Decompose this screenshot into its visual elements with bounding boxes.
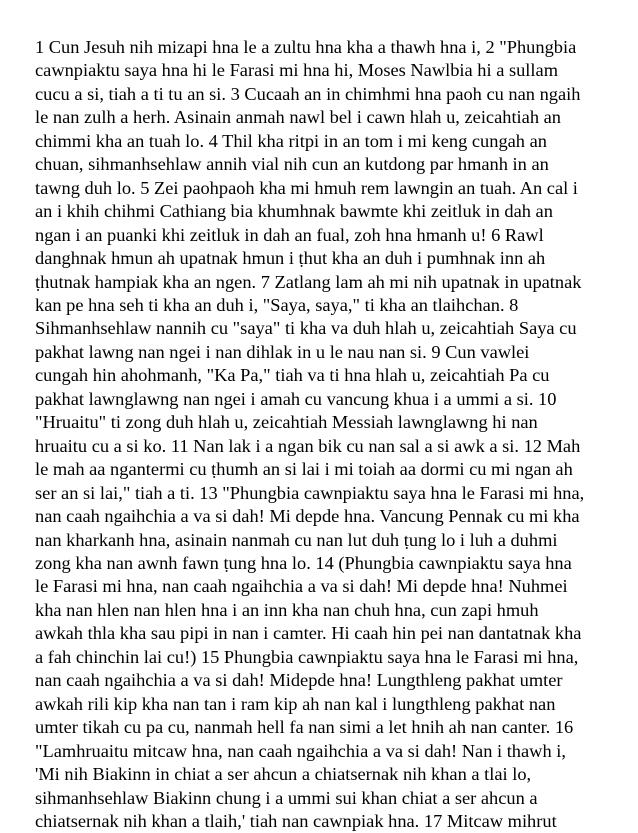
text-line: le nan zulh a herh. Asinain anmah nawl bel i cawn hlah u, zeicahtiah an — [35, 107, 561, 128]
text-line: zong kha nan awnh fawn ṭung hna lo. 14 (Phungbia cawnpiaktu saya hna — [35, 552, 572, 573]
text-line: pakhat lawng nan ngei i nan dihlak in u le nau nan si. 9 Cun vawlei — [35, 341, 530, 362]
text-line: an i khih chihmi Cathiang bia khumhnak bawmte khi zeitluk in dah an — [35, 201, 553, 222]
text-line: umter tikah cu pa cu, nanmah hell fa nan simi a let hnih ah nan canter. 16 — [35, 717, 574, 738]
text-line: awkah rili kip kha nan tan i ram kip ah nan kal i lungthleng pakhat nan — [35, 693, 556, 714]
text-line: chiatsernak nih khan a tlaih,' tiah nan cawnpiak hna. 17 Mitcaw mihrut — [35, 810, 557, 831]
text-line: pakhat lawnglawng nan ngei i amah cu vancung khua i a ummi a si. 10 — [35, 388, 557, 409]
text-line: 'Mi nih Biakinn in chiat a ser ahcun a chiatsernak nih khan a tlai lo, — [35, 764, 532, 785]
text-line: cawnpiaktu saya hna hi le Farasi mi hna hi, Moses Nawlbia hi a sullam — [35, 60, 558, 81]
text-line: nan caah ngaihchia a va si dah! Midepde hna! Lungthleng pakhat umter — [35, 670, 563, 691]
text-line: danghnak hmun ah upatnak hmun i ṭhut kha an duh i pumhnak inn ah — [35, 248, 546, 269]
document-page — [35, 36, 609, 833]
text-line: awkah thla kha sau pipi in nan i camter. Hi caah hin pei nan dantatnak kha — [35, 623, 582, 644]
text-line: le mah aa ngantermi cu ṭhumh an si lai i mi toiah aa dormi cu mi ngan ah — [35, 459, 573, 480]
text-line: chuan, sihmanhsehlaw annih vial nih cun an kutdong par hmanh in an — [35, 154, 549, 175]
text-line: Sihmanhsehlaw nannih cu "saya" ti kha va duh hlah u, zeicahtiah Saya cu — [35, 318, 577, 339]
text-line: kan pe hna seh ti kha an duh i, "Saya, saya," ti kha an tlaihchan. 8 — [35, 294, 519, 315]
text-line: 1 Cun Jesuh nih mizapi hna le a zultu hna kha a thawh hna i, 2 "Phungbia — [35, 37, 577, 57]
text-line: sihmanhsehlaw Biakinn chung i a ummi sui khan chiat a ser ahcun a — [35, 787, 538, 808]
text-line: kha nan hlen nan hlen hna i an inn kha nan chuh hna, cun zapi hmuh — [35, 599, 539, 620]
text-line: nan caah ngaihchia a va si dah! Mi depde hna. Vancung Pennak cu mi kha — [35, 506, 580, 527]
text-line: cungah hin ahohmanh, "Ka Pa," tiah va ti hna hlah u, zeicahtiah Pa cu — [35, 365, 550, 386]
text-line: "Lamhruaitu mitcaw hna, nan caah ngaihchia a va si dah! Nan i thawh i, — [35, 740, 566, 761]
text-line: le Farasi mi hna, nan caah ngaihchia a va si dah! Mi depde hna! Nuhmei — [35, 576, 568, 597]
text-line: ṭhutnak hampiak kha an ngen. 7 Zatlang lam ah mi nih upatnak in upatnak — [35, 271, 582, 292]
text-line: nan kharkanh hna, asinain nanmah cu nan lut duh ṭung lo i luh a duhmi — [35, 529, 558, 550]
text-line: ngan i an puanki khi zeitluk in dah an fual, zoh hna hmanh u! 6 Rawl — [35, 224, 544, 245]
text-line: hruaitu cu a si ko. 11 Nan lak i a ngan bik cu nan sal a si awk a si. 12 Mah — [35, 435, 581, 456]
text-line: ser an si lai," tiah a ti. 13 "Phungbia cawnpiaktu saya hna le Farasi mi hna, — [35, 482, 585, 503]
text-line: tawng duh lo. 5 Zei paohpaoh kha mi hmuh rem lawngin an tuah. An cal i — [35, 177, 578, 198]
text-line: chimmi kha an tuah lo. 4 Thil kha ritpi in an tom i mi keng cungah an — [35, 130, 547, 151]
text-line: cucu a si, tiah a ti tu an si. 3 Cucaah an in chimhmi hna paoh cu nan ngaih — [35, 83, 581, 104]
text-line: a fah chinchin lai cu!) 15 Phungbia cawnpiaktu saya hna le Farasi mi hna, — [35, 646, 579, 667]
text-line: "Hruaitu" ti zong duh hlah u, zeicahtiah Messiah lawnglawng hi nan — [35, 412, 538, 433]
